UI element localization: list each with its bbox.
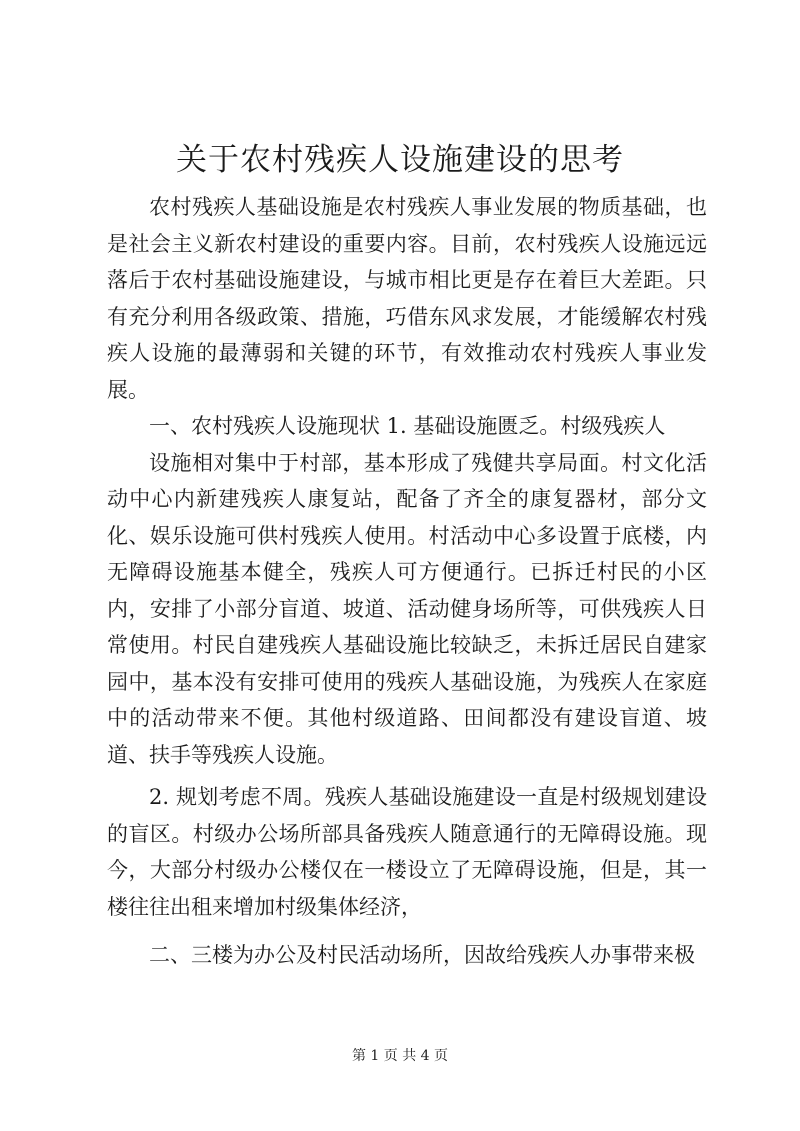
paragraph-facilities-status: 设施相对集中于村部，基本形成了残健共享局面。村文化活动中心内新建残疾人康复站，配备了齐全的康复器材，部分文化、娱乐设施可供村残疾人使用。村活动中心多设置于底楼，内无障碍设施基本健全，残疾人可方便通行。已拆迁村民的小区内，安排了小部分盲道、坡道、活动健身场所等，可供残疾人日常使用。村民自建残疾人基础设施比较缺乏，未拆迁居民自建家园中，基本没有安排可使用的残疾人基础设施，为残疾人在家庭中的活动带来不便。其他村级道路、田间都没有建设盲道、坡道、扶手等残疾人设施。 (107, 450, 707, 767)
document-title: 关于农村残疾人设施建设的思考 (176, 142, 624, 178)
page-footer: 第 1 页 共 4 页 (351, 1048, 449, 1064)
paragraph-intro: 农村残疾人基础设施是农村残疾人事业发展的物质基础，也是社会主义新农村建设的重要内容。目前，农村残疾人设施远远落后于农村基础设施建设，与城市相比更是存在着巨大差距。只有充分利用各级政策、措施，巧借东风求发展，才能缓解农村残疾人设施的最薄弱和关键的环节，有效推动农村残疾人事业发展。 (107, 195, 707, 402)
paragraph-planning: 2. 规划考虑不周。残疾人基础设施建设一直是村级规划建设的盲区。村级办公场所部具备残疾人随意通行的无障碍设施。现今，大部分村级办公楼仅在一楼设立了无障碍设施，但是，其一楼往往出租来增加村级集体经济， (107, 785, 707, 919)
paragraph-section-heading: 一、农村残疾人设施现状 1. 基础设施匮乏。村级残疾人 (149, 414, 666, 438)
document-body (107, 189, 707, 974)
paragraph-continuation: 二、三楼为办公及村民活动场所，因故给残疾人办事带来极 (149, 943, 695, 967)
